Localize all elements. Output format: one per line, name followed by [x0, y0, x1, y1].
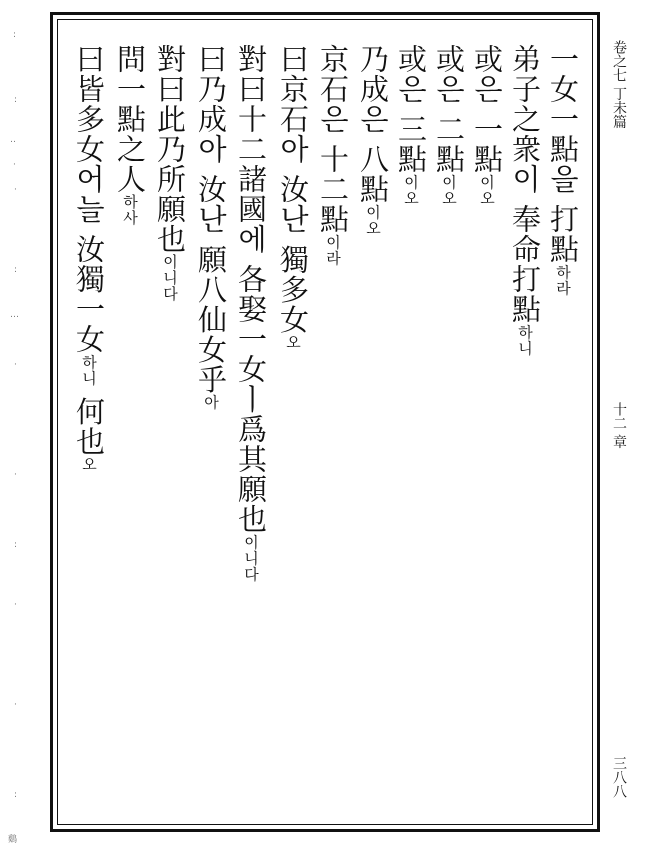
column-main-text: 對曰此乃所願也 — [153, 44, 187, 254]
column-main-text: 乃成은 八點 — [356, 44, 390, 205]
margin-speck: : — [14, 95, 18, 105]
margin-speck: 鷄 — [8, 835, 18, 845]
text-column-4 — [432, 44, 466, 207]
column-gloss-text: 이오 — [402, 174, 420, 207]
margin-speck: · — [14, 600, 17, 610]
column-gloss-text: 이오 — [364, 204, 382, 237]
margin-speck: · — [14, 185, 17, 195]
text-column-1 — [546, 44, 580, 297]
text-column-8 — [276, 44, 310, 351]
column-gloss-text: 이오 — [478, 174, 496, 207]
margin-page-number: 三八八 — [611, 756, 627, 798]
margin-speck: · — [13, 160, 16, 170]
column-gloss-text: 아 — [202, 394, 220, 411]
margin-speck: · — [14, 360, 17, 370]
text-column-2 — [508, 44, 542, 357]
column-gloss-text: 하라 — [554, 264, 572, 297]
margin-speck: : — [14, 790, 18, 800]
column-main-text: 曰京石아 汝난 獨多女 — [276, 44, 310, 335]
column-gloss-text: 하니 — [80, 354, 98, 387]
text-column-9 — [234, 44, 268, 583]
column-gloss-text: 이오 — [440, 174, 458, 207]
margin-header: 卷之七 丁未篇 — [611, 40, 627, 129]
margin-speck: : — [13, 30, 17, 40]
column-main-text: 京石은 十二點 — [316, 44, 350, 235]
margin-speck: · — [14, 700, 17, 710]
margin-speck: ‥ — [10, 135, 17, 145]
column-gloss-text: 이니다 — [242, 534, 260, 583]
text-column-12 — [113, 44, 147, 226]
column-gloss-text: 이니다 — [161, 254, 179, 302]
column-main-text: 弟子之衆이 奉命打點 — [508, 44, 542, 325]
column-gloss-text: 하사 — [121, 194, 139, 226]
text-column-13 — [72, 44, 106, 473]
text-column-10 — [194, 44, 228, 411]
text-column-6 — [356, 44, 390, 237]
text-column-5 — [394, 44, 428, 207]
margin-speck: : — [14, 265, 18, 275]
column-main-text: 或은 二點 — [432, 44, 466, 175]
text-column-7 — [316, 44, 350, 267]
text-column-11 — [153, 44, 187, 302]
column-gloss-text: 오 — [284, 334, 302, 351]
margin-speck: : — [14, 540, 18, 550]
margin-speck: · — [14, 470, 17, 480]
column-gloss-text: 하니 — [516, 324, 534, 357]
column-tail-gloss: 오 — [80, 456, 98, 473]
margin-speck: … — [10, 310, 19, 320]
column-main-text: 或은 一點 — [470, 44, 504, 175]
column-main-text: 曰皆多女어늘 汝獨一女 — [72, 44, 106, 355]
column-main-text: 一女一點을 打點 — [546, 44, 580, 265]
text-column-3 — [470, 44, 504, 207]
column-main-text: 或은 三點 — [394, 44, 428, 175]
column-main-text: 曰乃成아 汝난 願八仙女乎 — [194, 44, 228, 395]
margin-chapter: 十二 章 — [611, 402, 627, 449]
column-gloss-text: 이라 — [324, 234, 342, 267]
column-main-text: 對曰十二諸國에 各娶一女ㅣ爲其願也 — [234, 44, 268, 535]
column-main-text: 問一點之人 — [113, 44, 147, 194]
column-tail-text: 何也 — [72, 386, 106, 457]
